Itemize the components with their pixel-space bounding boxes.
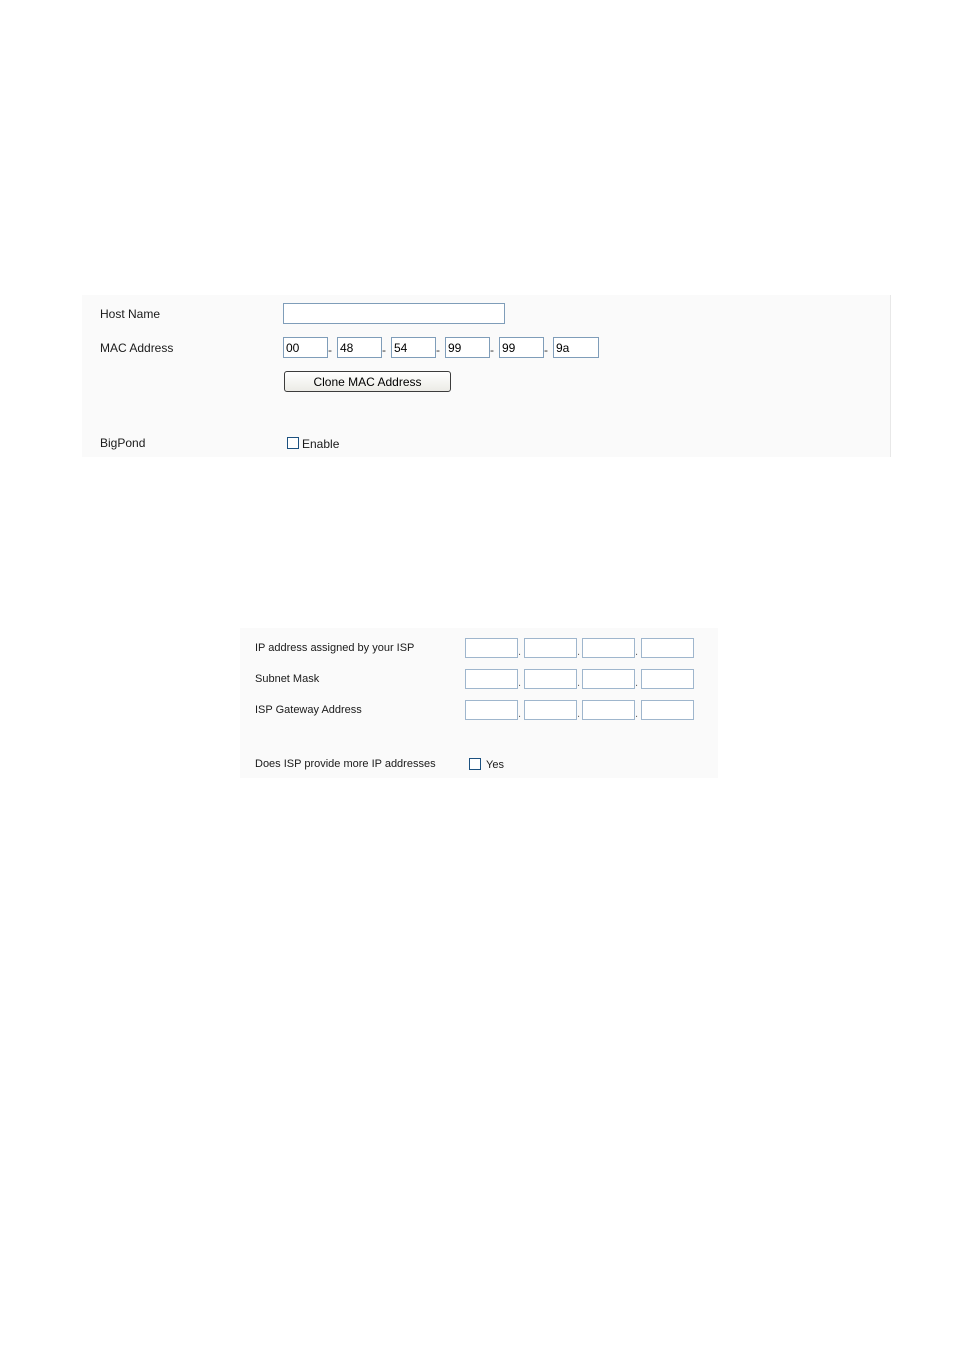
- subnet-octet-4-input[interactable]: [641, 669, 694, 689]
- mac-octet-2-input[interactable]: [337, 337, 382, 358]
- subnet-separator: .: [577, 677, 581, 689]
- host-name-label: Host Name: [100, 307, 161, 321]
- ip-address-label: IP address assigned by your ISP: [255, 642, 415, 654]
- bigpond-enable-checkbox[interactable]: [287, 437, 299, 449]
- mac-address-label: MAC Address: [100, 341, 174, 355]
- bigpond-enable-label: Enable: [302, 437, 340, 451]
- mac-octet-6-input[interactable]: [553, 337, 599, 358]
- clone-mac-address-button[interactable]: Clone MAC Address: [284, 371, 451, 392]
- gateway-separator: .: [635, 708, 639, 720]
- subnet-separator: .: [635, 677, 639, 689]
- subnet-octet-2-input[interactable]: [524, 669, 577, 689]
- gateway-octet-3-input[interactable]: [582, 700, 635, 720]
- more-ip-yes-label: Yes: [486, 759, 504, 771]
- subnet-octet-1-input[interactable]: [465, 669, 518, 689]
- static-ip-panel: [240, 628, 718, 778]
- subnet-separator: .: [518, 677, 522, 689]
- subnet-mask-label: Subnet Mask: [255, 673, 320, 685]
- subnet-octet-3-input[interactable]: [582, 669, 635, 689]
- gateway-address-label: ISP Gateway Address: [255, 704, 362, 716]
- wan-settings-panel: [82, 295, 891, 457]
- more-ip-addresses-label: Does ISP provide more IP addresses: [255, 758, 436, 770]
- ip-octet-2-input[interactable]: [524, 638, 577, 658]
- gateway-separator: .: [518, 708, 522, 720]
- gateway-separator: .: [577, 708, 581, 720]
- mac-separator: -: [544, 343, 548, 357]
- mac-octet-4-input[interactable]: [445, 337, 490, 358]
- bigpond-label: BigPond: [100, 436, 146, 450]
- mac-octet-3-input[interactable]: [391, 337, 436, 358]
- mac-separator: -: [382, 343, 386, 357]
- ip-separator: .: [577, 646, 581, 658]
- ip-octet-4-input[interactable]: [641, 638, 694, 658]
- host-name-input[interactable]: [283, 303, 505, 324]
- ip-separator: .: [635, 646, 639, 658]
- ip-octet-1-input[interactable]: [465, 638, 518, 658]
- mac-octet-1-input[interactable]: [283, 337, 328, 358]
- gateway-octet-4-input[interactable]: [641, 700, 694, 720]
- mac-separator: -: [490, 343, 494, 357]
- ip-octet-3-input[interactable]: [582, 638, 635, 658]
- ip-separator: .: [518, 646, 522, 658]
- more-ip-yes-checkbox[interactable]: [469, 758, 481, 770]
- gateway-octet-1-input[interactable]: [465, 700, 518, 720]
- gateway-octet-2-input[interactable]: [524, 700, 577, 720]
- mac-separator: -: [436, 343, 440, 357]
- mac-octet-5-input[interactable]: [499, 337, 544, 358]
- mac-separator: -: [328, 343, 332, 357]
